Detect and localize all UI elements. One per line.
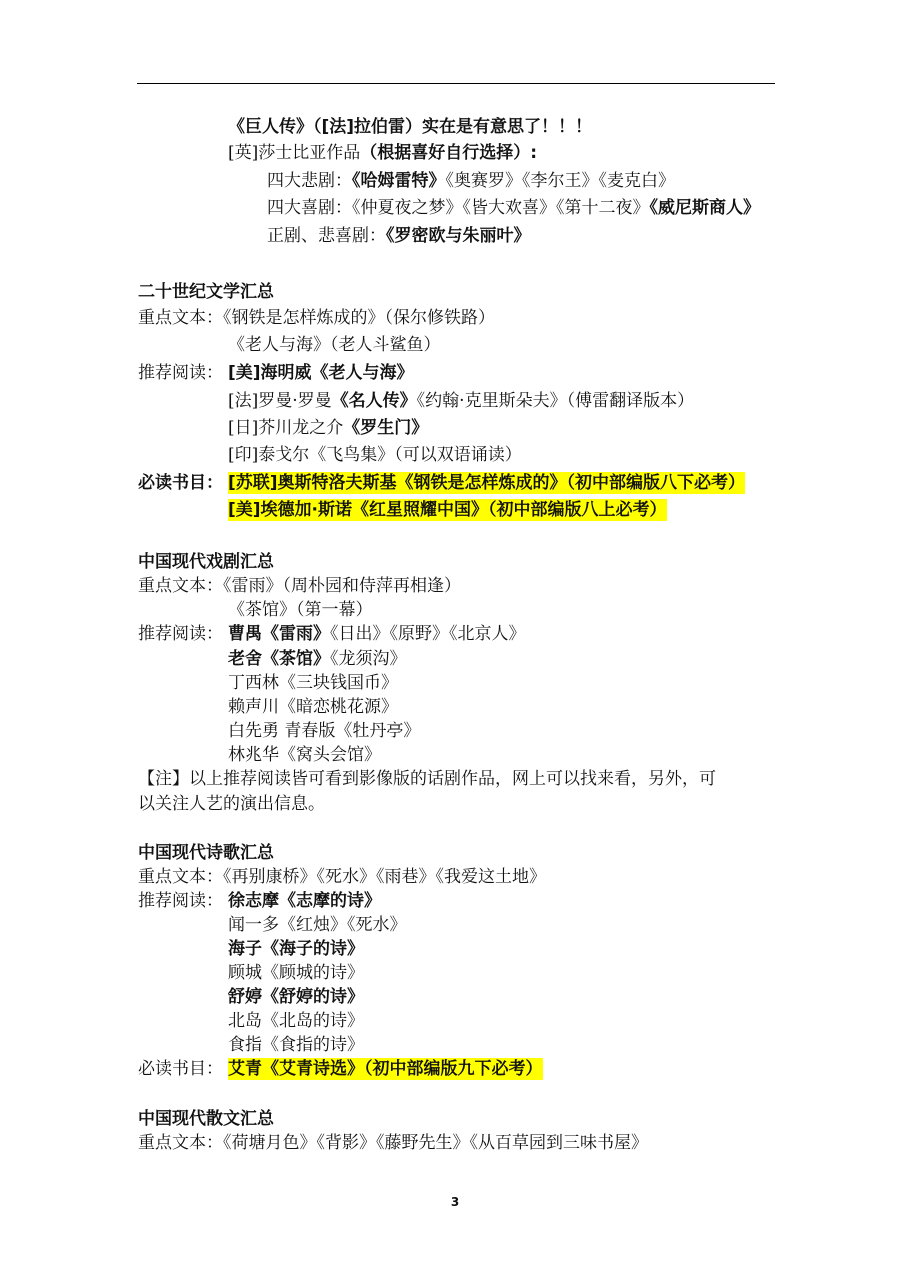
drama-rec-2-bold: 老舍《茶馆》	[228, 649, 330, 669]
heading-drama: 中国现代戏剧汇总	[138, 552, 274, 572]
tragedy-line	[267, 170, 675, 192]
s20-key-2: 《老人与海》（老人斗鲨鱼）	[228, 335, 441, 355]
poetry-rec-4: 顾城《顾城的诗》	[228, 963, 364, 983]
s20-must-1: [苏联]奥斯特洛夫斯基《钢铁是怎样炼成的》（初中部编版八下必考）	[228, 473, 746, 493]
drama-rec-4: 赖声川《暗恋桃花源》	[228, 697, 398, 717]
s20-rec-3-bold: 《罗生门》	[343, 418, 429, 438]
s20-must-label: 必读书目：	[138, 473, 223, 493]
s20-key-1: 重点文本：《钢铁是怎样炼成的》（保尔修铁路）	[138, 308, 495, 328]
drama-label: 正剧、悲喜剧：	[267, 226, 386, 246]
s20-rec-1: [美]海明威《老人与海》	[228, 363, 414, 383]
shakespeare-line	[228, 142, 537, 164]
poetry-rec-2: 闻一多《红烛》《死水》	[228, 915, 407, 935]
s20-rec-2-author: [法]罗曼·罗曼	[228, 391, 332, 411]
s20-rec-label: 推荐阅读：	[138, 363, 223, 383]
drama-rec-1-bold: 曹禺《雷雨》	[228, 624, 330, 644]
drama-rec-2	[228, 648, 407, 670]
header-rule	[137, 83, 775, 84]
drama-note-1: 【注】以上推荐阅读皆可看到影像版的话剧作品，网上可以找来看，另外，可	[138, 769, 716, 789]
top-line-giant: 《巨人传》（[法]拉伯雷）实在是有意思了！！！	[228, 117, 593, 137]
drama-rec-1	[228, 623, 526, 645]
comedy-merchant: 《威尼斯商人》	[649, 198, 760, 218]
drama-note-2: 以关注人艺的演出信息。	[138, 794, 325, 814]
poetry-rec-label: 推荐阅读：	[138, 891, 223, 911]
heading-poetry: 中国现代诗歌汇总	[138, 843, 274, 863]
shakespeare-author: [英]莎士比亚作品	[228, 143, 361, 163]
poetry-rec-3: 海子《海子的诗》	[228, 939, 364, 959]
poetry-rec-5: 舒婷《舒婷的诗》	[228, 987, 364, 1007]
s20-rec-4: [印]泰戈尔《飞鸟集》（可以双语诵读）	[228, 445, 522, 465]
heading-20th-century: 二十世纪文学汇总	[138, 282, 274, 302]
comedy-line	[267, 197, 760, 219]
page-number: 3	[450, 1195, 460, 1209]
poetry-rec-7: 食指《食指的诗》	[228, 1035, 364, 1055]
prose-key: 重点文本：《荷塘月色》《背影》《藤野先生》《从百草园到三味书屋》	[138, 1133, 648, 1153]
s20-rec-2-rest: 《约翰·克里斯朵夫》（傅雷翻译版本）	[416, 391, 695, 411]
drama-rec-2-rest: 《龙须沟》	[330, 649, 407, 669]
drama-rec-6: 林兆华《窝头会馆》	[228, 745, 381, 765]
heading-prose: 中国现代散文汇总	[138, 1109, 274, 1129]
drama-romeo: 《罗密欧与朱丽叶》	[386, 226, 531, 246]
drama-line	[267, 225, 531, 247]
drama-key-1: 重点文本：《雷雨》（周朴园和侍萍再相逢）	[138, 576, 461, 596]
shakespeare-note: （根据喜好自行选择）:	[360, 143, 538, 163]
drama-rec-label: 推荐阅读：	[138, 624, 223, 644]
poetry-must-1: 艾青《艾青诗选》（初中部编版九下必考）	[228, 1059, 543, 1079]
comedy-list: 四大喜剧：《仲夏夜之梦》《皆大欢喜》《第十二夜》	[267, 198, 650, 218]
poetry-key: 重点文本：《再别康桥》《死水》《雨巷》《我爱这土地》	[138, 867, 546, 887]
poetry-must-label: 必读书目：	[138, 1059, 223, 1079]
poetry-rec-1: 徐志摩《志摩的诗》	[228, 891, 381, 911]
s20-rec-3-author: [日]芥川龙之介	[228, 418, 344, 438]
poetry-rec-6: 北岛《北岛的诗》	[228, 1011, 364, 1031]
s20-must-2: [美]埃德加·斯诺《红星照耀中国》（初中部编版八上必考）	[228, 500, 667, 520]
drama-rec-1-rest: 《日出》《原野》《北京人》	[330, 624, 526, 644]
tragedy-label: 四大悲剧：	[267, 171, 352, 191]
drama-key-2: 《茶馆》（第一幕）	[228, 600, 373, 620]
s20-rec-3	[228, 417, 428, 439]
tragedy-hamlet: 《哈姆雷特》	[352, 171, 446, 191]
drama-rec-3: 丁西林《三块钱国币》	[228, 673, 398, 693]
drama-rec-5: 白先勇 青春版《牡丹亭》	[228, 721, 421, 741]
tragedy-others: 《奥赛罗》《李尔王》《麦克白》	[445, 171, 675, 191]
s20-rec-2	[228, 390, 694, 412]
s20-rec-2-bold: 《名人传》	[331, 391, 417, 411]
